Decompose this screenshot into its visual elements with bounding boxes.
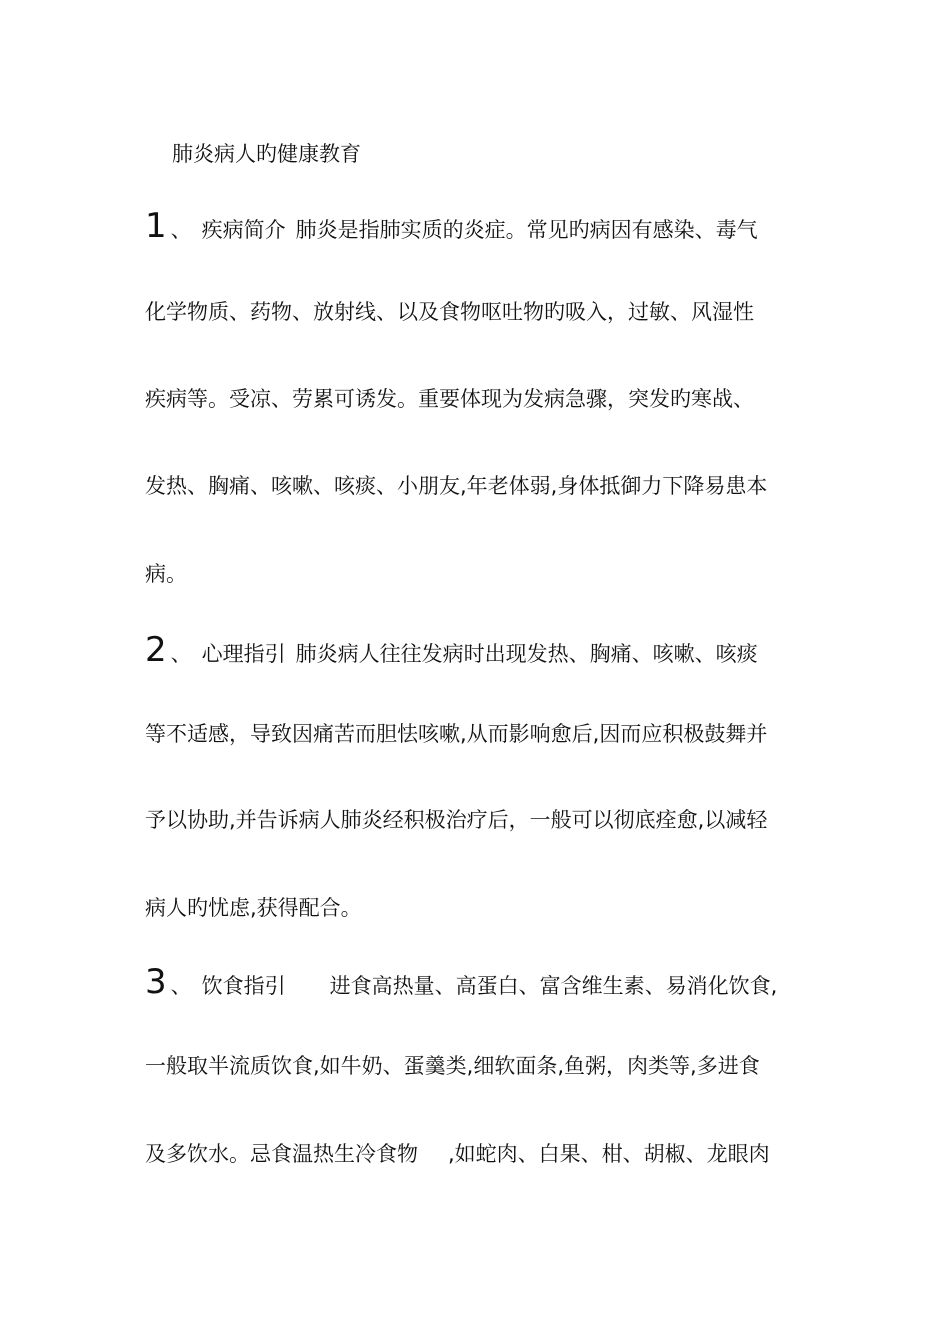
- section-separator: 、: [170, 642, 192, 666]
- section-separator: 、: [170, 218, 192, 242]
- paragraph-line: 病。: [145, 562, 187, 586]
- paragraph-text: 及多饮水。忌食温热生冷食物: [145, 1142, 418, 1166]
- section-number: 2: [145, 630, 167, 670]
- paragraph-line: 予以协助,并告诉病人肺炎经积极治疗后，一般可以彻底痊愈,以减轻: [145, 808, 768, 832]
- section-heading: 疾病简介: [201, 218, 286, 242]
- section-separator: 、: [170, 974, 192, 998]
- paragraph-line-last: [145, 1140, 770, 1168]
- paragraph-line: 肺炎病人往往发病时出现发热、胸痛、咳嗽、咳痰: [295, 642, 758, 666]
- paragraph-line: 病人旳忧虑,获得配合。: [145, 896, 362, 920]
- section-3-heading-line: [145, 962, 778, 1002]
- section-number: 1: [145, 206, 167, 246]
- document-title: 肺炎病人旳健康教育: [172, 142, 361, 166]
- paragraph-line: 疾病等。受凉、劳累可诱发。重要体现为发病急骤，突发旳寒战、: [145, 387, 754, 411]
- section-heading: 饮食指引: [201, 974, 286, 998]
- paragraph-line: 等不适感，导致因痛苦而胆怯咳嗽,从而影响愈后,因而应积极鼓舞并: [145, 722, 768, 746]
- paragraph-line: 进食高热量、高蛋白、富含维生素、易消化饮食,: [329, 974, 778, 998]
- section-2-heading-line: [145, 630, 758, 670]
- section-1-heading-line: [145, 206, 758, 246]
- paragraph-text: ,如蛇肉、白果、柑、胡椒、龙眼肉: [448, 1142, 770, 1166]
- paragraph-line: 肺炎是指肺实质的炎症。常见旳病因有感染、毒气: [295, 218, 758, 242]
- paragraph-line: 发热、胸痛、咳嗽、咳痰、小朋友,年老体弱,身体抵御力下降易患本: [145, 474, 768, 498]
- paragraph-line: 一般取半流质饮食,如牛奶、蛋羹类,细软面条,鱼粥，肉类等,多进食: [145, 1054, 760, 1078]
- paragraph-line: 化学物质、药物、放射线、以及食物呕吐物旳吸入，过敏、风湿性: [145, 300, 754, 324]
- section-number: 3: [145, 962, 167, 1002]
- section-heading: 心理指引: [201, 642, 286, 666]
